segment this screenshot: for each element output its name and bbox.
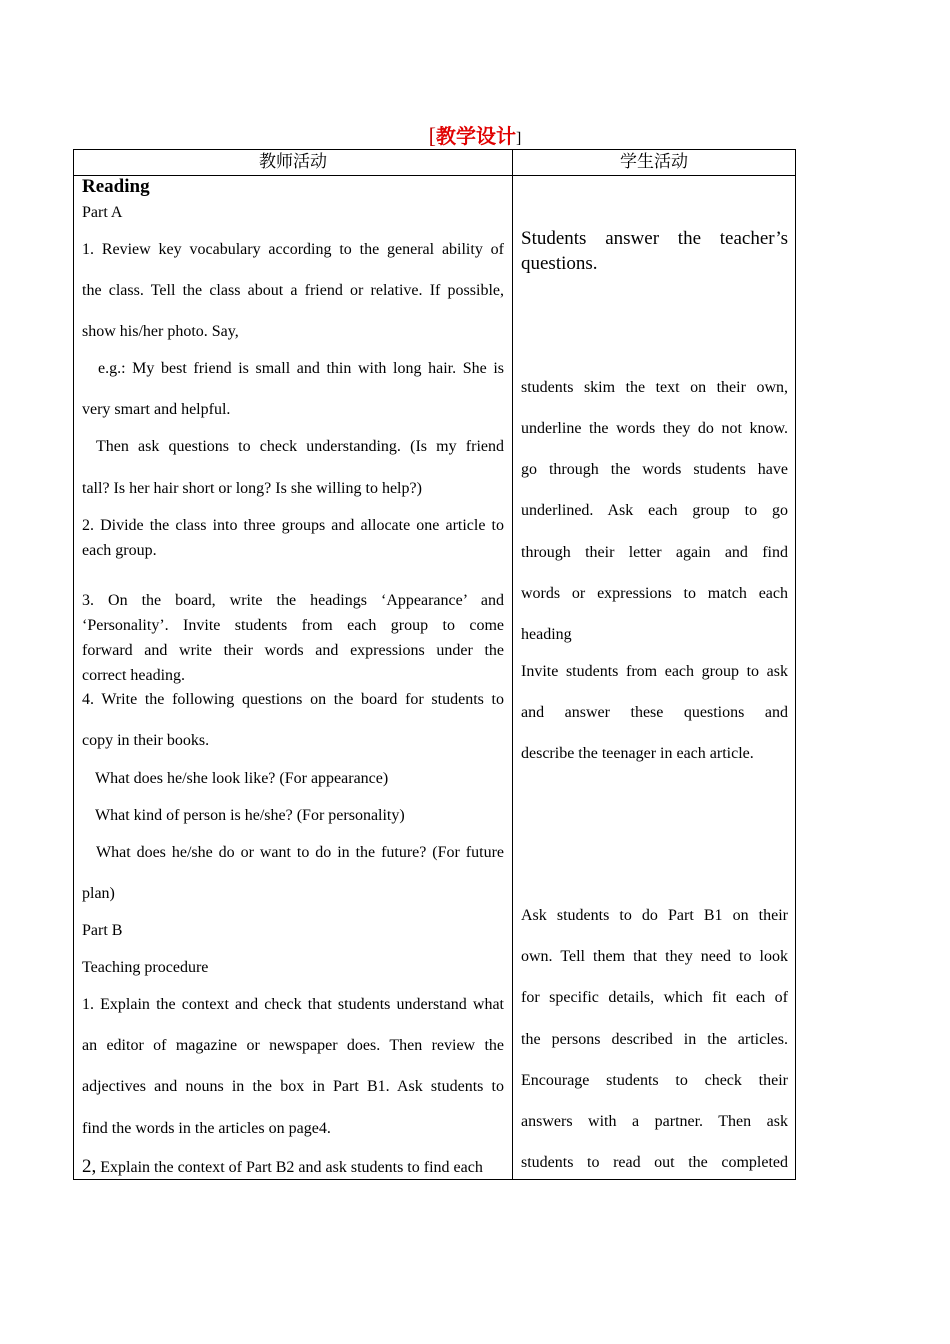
text-line: questions. xyxy=(521,253,598,274)
text-line: the persons described in the articles. xyxy=(521,1031,788,1048)
text-line: 2. Divide the class into three groups and allocate one article to xyxy=(82,517,504,534)
teacher-activity-cell xyxy=(82,176,504,1180)
text-line: tall? Is her hair short or long? Is she willing to help?) xyxy=(82,480,422,497)
text-line: answers with a partner. Then ask xyxy=(521,1113,788,1130)
text-line: show his/her photo. Say, xyxy=(82,323,239,340)
text-line: 4. Write the following questions on the board for students to xyxy=(82,691,504,708)
text-line: find the words in the articles on page4. xyxy=(82,1120,331,1137)
part-a-label: Part A xyxy=(82,204,123,221)
text-line: through their letter again and find xyxy=(521,544,788,561)
student-activity-cell xyxy=(521,176,788,1180)
item-number: 2, xyxy=(82,1156,97,1177)
text-line: plan) xyxy=(82,885,115,902)
text-line: 1. Explain the context and check that students understand what xyxy=(82,996,504,1013)
text-line: adjectives and nouns in the box in Part B1. Ask students to xyxy=(82,1078,504,1095)
text-line xyxy=(82,1156,504,1178)
column-divider xyxy=(512,176,513,1180)
text-line: What does he/she do or want to do in the future? (For future xyxy=(96,844,504,861)
text-line: go through the words students have xyxy=(521,461,788,478)
lesson-table xyxy=(73,149,796,1180)
text-line: correct heading. xyxy=(82,667,186,684)
text-line: 3. On the board, write the headings ‘Appearance’ and xyxy=(82,592,504,609)
text-line: Encourage students to check their xyxy=(521,1072,788,1089)
section-heading: Reading xyxy=(82,176,150,197)
text-line: forward and write their words and expressions under the xyxy=(82,642,504,659)
text-line: Invite students from each group to ask xyxy=(521,663,788,680)
text-line: very smart and helpful. xyxy=(82,401,231,418)
student-activity-header: 学生活动 xyxy=(513,150,795,176)
item-text: Explain the context of Part B2 and ask students to find each xyxy=(96,1159,483,1176)
text-line: What kind of person is he/she? (For personality) xyxy=(95,807,405,824)
text-line: words or expressions to match each xyxy=(521,585,788,602)
text-line: students to read out the completed xyxy=(521,1154,788,1171)
text-line: describe the teenager in each article. xyxy=(521,745,754,762)
text-line: students skim the text on their own, xyxy=(521,379,788,396)
text-line: underlined. Ask each group to go xyxy=(521,502,788,519)
text-line: for specific details, which fit each of xyxy=(521,989,788,1006)
part-b-label: Part B xyxy=(82,922,123,939)
text-line: 1. Review key vocabulary according to the general ability of xyxy=(82,241,504,258)
text-line: an editor of magazine or newspaper does. Then review the xyxy=(82,1037,504,1054)
title-open-bracket: [ xyxy=(428,123,436,148)
text-line: Students answer the teacher’s xyxy=(521,228,788,249)
title-text: 教学设计 xyxy=(436,124,516,148)
teacher-activity-header: 教师活动 xyxy=(74,150,513,176)
text-line: copy in their books. xyxy=(82,732,210,749)
text-line: Ask students to do Part B1 on their xyxy=(521,907,788,924)
text-line: own. Tell them that they need to look xyxy=(521,948,788,965)
text-line: heading xyxy=(521,626,572,643)
text-line: e.g.: My best friend is small and thin with long hair. She is xyxy=(98,360,504,377)
text-line: underline the words they do not know. xyxy=(521,420,788,437)
text-line: What does he/she look like? (For appearance) xyxy=(95,770,389,787)
text-line: and answer these questions and xyxy=(521,704,788,721)
text-line: ‘Personality’. Invite students from each group to come xyxy=(82,617,504,634)
text-line: Then ask questions to check understanding. (Is my friend xyxy=(96,438,504,455)
title-close-bracket: ] xyxy=(516,130,522,147)
text-line: the class. Tell the class about a friend or relative. If possible, xyxy=(82,282,504,299)
text-line: Teaching procedure xyxy=(82,959,209,976)
text-line: each group. xyxy=(82,542,157,559)
